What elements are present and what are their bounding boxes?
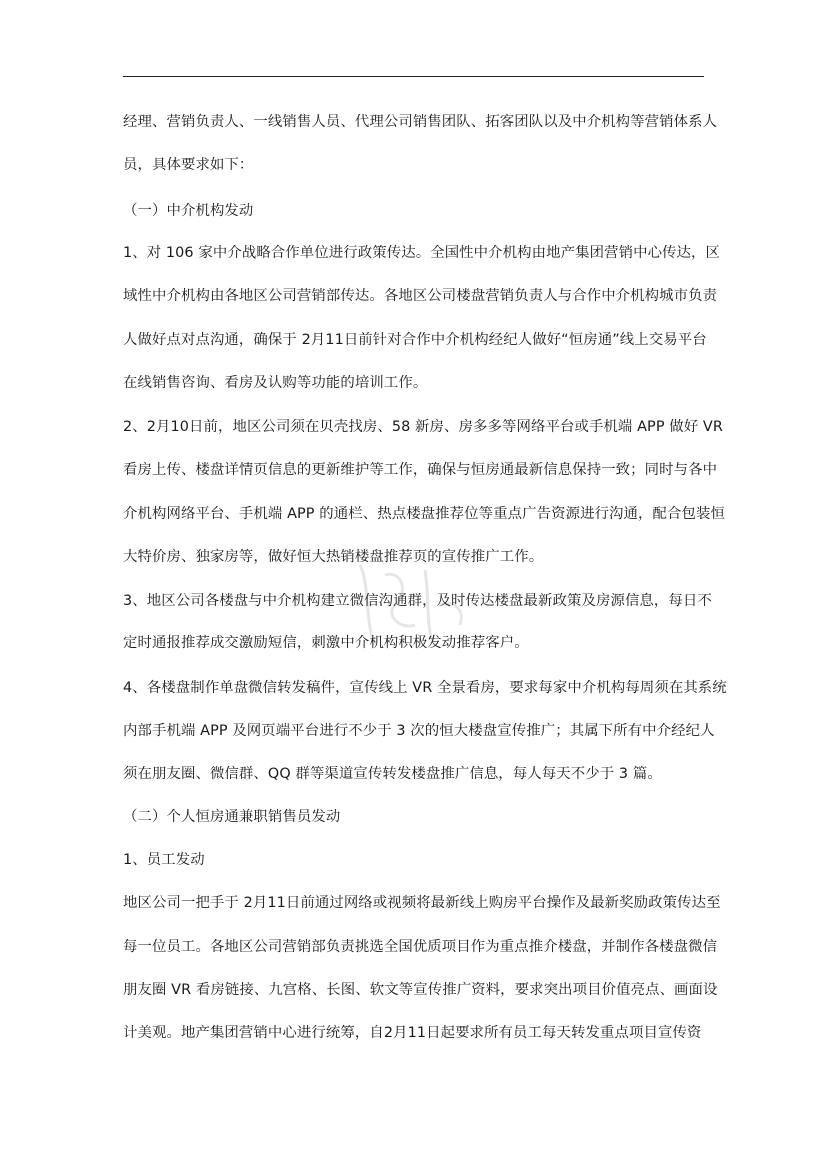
section-heading: （二）个人恒房通兼职销售员发动 (123, 809, 341, 825)
text-line: 须在朋友圈、微信群、QQ 群等渠道宣传转发楼盘推广信息，每人每天不少于 3 篇。 (123, 766, 662, 782)
text-line: 看房上传、楼盘详情页信息的更新维护等工作，确保与恒房通最新信息保持一致；同时与各中 (123, 462, 718, 478)
subsection-heading: 1、员工发动 (123, 852, 205, 868)
text-line: 域性中介机构由各地区公司营销部传达。各地区公司楼盘营销负责人与合作中介机构城市负责 (123, 288, 718, 304)
text-line: 每一位员工。各地区公司营销部负责挑选全国优质项目作为重点推介楼盘，并制作各楼盘微信 (123, 939, 718, 955)
text-line: 地区公司一把手于 2月11日前通过网络或视频将最新线上购房平台操作及最新奖励政策传达至 (123, 895, 721, 911)
header-rule (123, 76, 704, 77)
text-line: 4、各楼盘制作单盘微信转发稿件，宣传线上 VR 全景看房，要求每家中介机构每周须在其系统 (123, 680, 727, 696)
text-line: 内部手机端 APP 及网页端平台进行不少于 3 次的恒大楼盘宣传推广；其属下所有中介经纪人 (123, 723, 715, 739)
text-line: 员，具体要求如下： (123, 157, 254, 173)
text-line: 朋友圈 VR 看房链接、九宫格、长图、软文等宣传推广资料，要求突出项目价值亮点、画面设 (123, 982, 718, 998)
text-line: 定时通报推荐成交激励短信，刺激中介机构积极发动推荐客户。 (123, 635, 529, 651)
text-line: 1、对 106 家中介战略合作单位进行政策传达。全国性中介机构由地产集团营销中心传达，区 (123, 245, 721, 261)
text-line: 大特价房、独家房等，做好恒大热销楼盘推荐页的宣传推广工作。 (123, 549, 544, 565)
section-heading: （一）中介机构发动 (123, 203, 254, 219)
text-line: 在线销售咨询、看房及认购等功能的培训工作。 (123, 375, 428, 391)
text-line: 经理、营销负责人、一线销售人员、代理公司销售团队、拓客团队以及中介机构等营销体系人 (123, 114, 718, 130)
text-line: 3、地区公司各楼盘与中介机构建立微信沟通群，及时传达楼盘最新政策及房源信息，每日不 (123, 593, 712, 609)
text-line: 计美观。地产集团营销中心进行统筹，自2月11日起要求所有员工每天转发重点项目宣传资 (123, 1025, 702, 1041)
text-line: 介机构网络平台、手机端 APP 的通栏、热点楼盘推荐位等重点广告资源进行沟通，配合包装恒 (123, 506, 725, 522)
text-line: 人做好点对点沟通，确保于 2月11日前针对合作中介机构经纪人做好“恒房通”线上交易平台 (123, 332, 707, 348)
text-line: 2、2月10日前，地区公司须在贝壳找房、58 新房、房多多等网络平台或手机端 APP 做好 VR (123, 419, 723, 435)
